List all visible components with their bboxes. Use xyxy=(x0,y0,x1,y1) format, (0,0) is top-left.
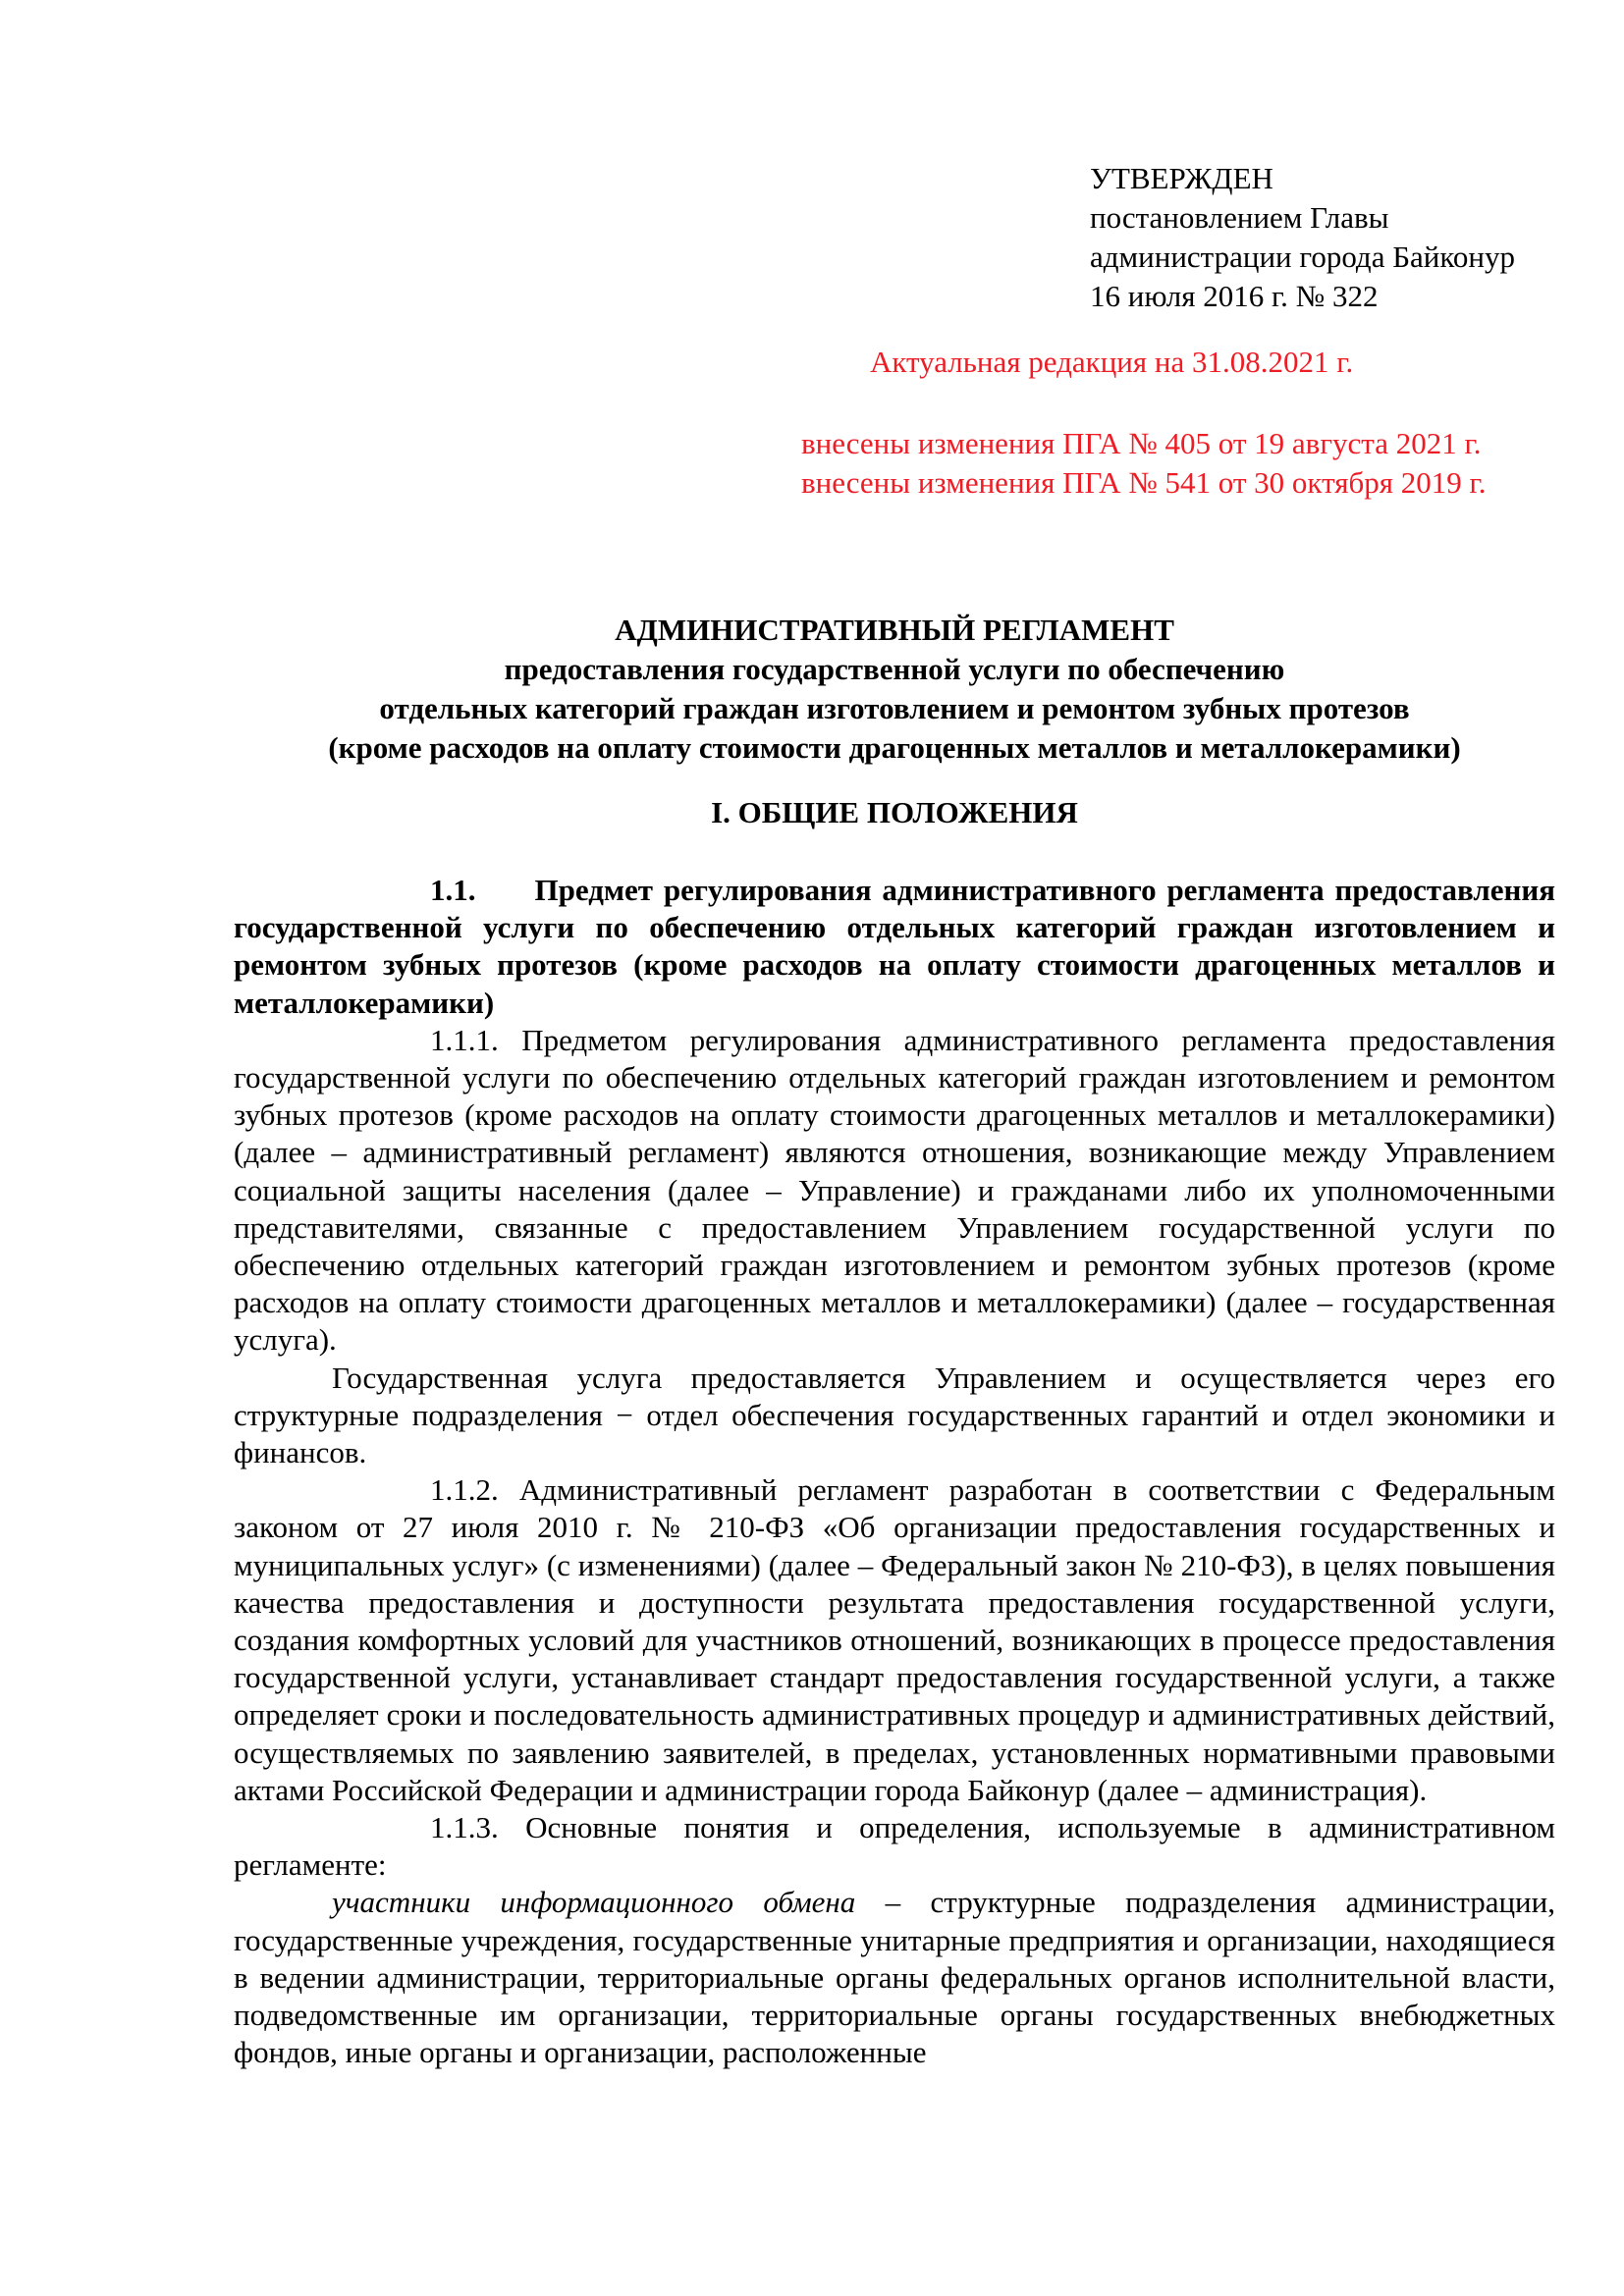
definition-term: участники информационного обмена xyxy=(332,1885,856,1920)
title-line: АДМИНИСТРАТИВНЫЙ РЕГЛАМЕНТ xyxy=(615,613,1174,647)
paragraph-1-1-2 xyxy=(234,1471,1555,1809)
paragraph-text: Предметом регулирования административного регламента предоставления государственной услуги по обеспечению отдельных категорий граждан изготовлением и ремонтом зубных протезов (кроме расходов на оплату стоимости драгоценных металлов и металлокерамики) (далее – административный регламент) являются отношения, возникающие между Управлением социальной защиты населения (далее – Управление) и гражданами либо их уполномоченными представителями, связанные с предоставлением Управлением государственной услуги по обеспечению отдельных категорий граждан изготовлением и ремонтом зубных протезов (кроме расходов на оплату стоимости драгоценных металлов и металлокерамики) (далее – государственная услуга). xyxy=(234,1022,1556,1358)
approval-stamp xyxy=(1090,159,1515,316)
approval-line: постановлением Главы xyxy=(1090,200,1389,235)
actual-revision-note: Актуальная редакция на 31.08.2021 г. xyxy=(870,345,1354,379)
title-line: (кроме расходов на оплату стоимости драгоценных металлов и металлокерамики) xyxy=(328,730,1461,765)
paragraph-text: Административный регламент разработан в соответствии с Федеральным законом от 27 июля 2010 г. № 210-ФЗ «Об организации предоставления государственных и муниципальных услуг» (с изменениями) (далее – Федеральный закон № 210-ФЗ), в целях повышения качества предоставления и доступности результата предоставления государственной услуги, создания комфортных условий для участников отношений, возникающих в процессе предоставления государственной услуги, устанавливает стандарт предоставления государственной услуги, а также определяет сроки и последовательность административных процедур и административных действий, осуществляемых по заявлению заявителей, в пределах, установленных нормативными правовыми актами Российской Федерации и администрации города Байконур (далее – администрация). xyxy=(234,1472,1556,1807)
document-body xyxy=(234,872,1555,2072)
approval-line: 16 июля 2016 г. № 322 xyxy=(1090,279,1379,313)
approval-line: УТВЕРЖДЕН xyxy=(1090,161,1273,195)
document-title xyxy=(234,611,1555,768)
change-note: внесены изменения ПГА № 541 от 30 октября 2019 г. xyxy=(801,465,1487,500)
paragraph-number: 1.1.1. xyxy=(430,1022,499,1057)
paragraph-text: Основные понятия и определения, используемые в административном регламенте: xyxy=(234,1810,1555,1883)
paragraph-1-1-1-continued: Государственная услуга предоставляется Управлением и осуществляется через его структурные подразделения − отдел обеспечения государственных гарантий и отдел экономики и финансов. xyxy=(234,1360,1555,1470)
section-title: I. ОБЩИЕ ПОЛОЖЕНИЯ xyxy=(711,795,1078,829)
changes-list xyxy=(801,424,1486,503)
title-line: отдельных категорий граждан изготовлением и ремонтом зубных протезов xyxy=(379,691,1410,725)
title-line: предоставления государственной услуги по обеспечению xyxy=(504,652,1285,686)
paragraph-1-1-1 xyxy=(234,1022,1555,1360)
subsection-heading xyxy=(234,872,1555,1022)
subsection-text: Предмет регулирования административного регламента предоставления государственной услуги по обеспечению отдельных категорий граждан изготовлением и ремонтом зубных протезов (кроме расходов на оплату стоимости драгоценных металлов и металлокерамики) xyxy=(234,873,1555,1020)
definition-paragraph xyxy=(234,1884,1555,2071)
change-note: внесены изменения ПГА № 405 от 19 августа 2021 г. xyxy=(801,426,1482,460)
definition-text: – структурные подразделения администрации, государственные учреждения, государственные унитарные предприятия и организации, находящиеся в ведении администрации, территориальные органы федеральных органов исполнительной власти, подведомственные им организации, территориальные органы государственных внебюджетных фондов, иные органы и организации, расположенные xyxy=(234,1885,1555,2070)
paragraph-1-1-3 xyxy=(234,1809,1555,1884)
paragraph-number: 1.1.2. xyxy=(430,1472,499,1508)
subsection-number: 1.1. xyxy=(430,873,476,907)
paragraph-number: 1.1.3. xyxy=(430,1810,499,1845)
approval-line: администрации города Байконур xyxy=(1090,240,1515,274)
